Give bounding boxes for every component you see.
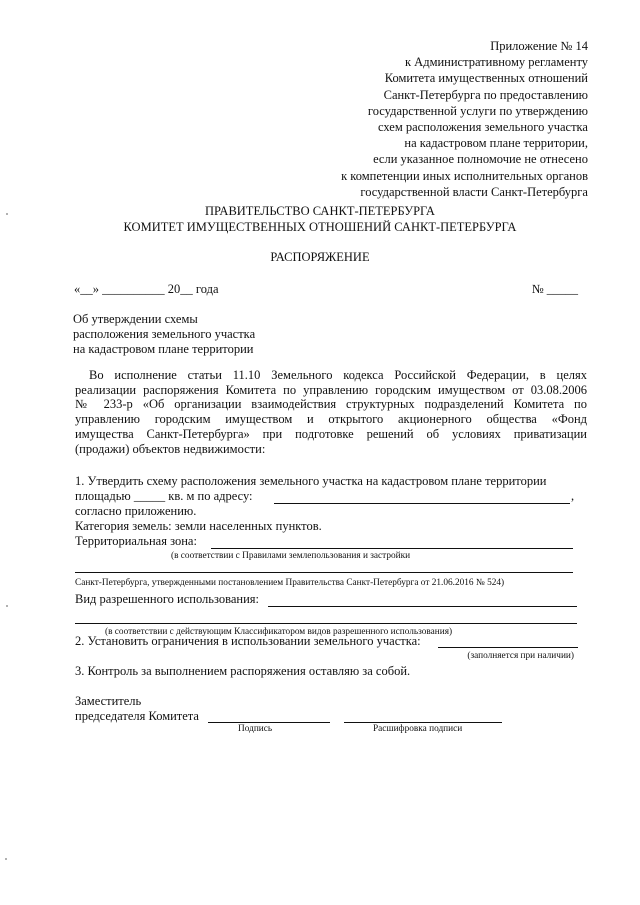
annex-line: если указанное полномочие не отнесено bbox=[373, 152, 588, 167]
annex-block bbox=[341, 38, 588, 200]
signature-blank bbox=[208, 722, 330, 723]
item2-text: 2. Установить ограничения в использовании земельного участка: bbox=[75, 634, 421, 648]
annex-line: Комитета имущественных отношений bbox=[384, 71, 588, 86]
zone-blank-2 bbox=[75, 572, 573, 573]
use-note: (в соответствии с действующим Классификатором видов разрешенного использования) bbox=[105, 627, 453, 637]
signature-label: Подпись bbox=[238, 724, 273, 734]
decode-label: Расшифровка подписи bbox=[373, 724, 463, 734]
preamble-line: Во исполнение статьи 11.10 Земельного кодекса Российской Федерации, в целях bbox=[89, 368, 587, 382]
zone-note: (в соответствии с Правилами землепользования и застройки bbox=[171, 551, 411, 561]
land-category: Категория земель: земли населенных пунктов. bbox=[75, 519, 322, 533]
use-blank bbox=[268, 606, 577, 607]
preamble-paragraph bbox=[75, 368, 587, 456]
zone-blank bbox=[211, 548, 573, 549]
item2-note: (заполняется при наличии) bbox=[467, 651, 574, 661]
government-heading: ПРАВИТЕЛЬСТВО САНКТ-ПЕТЕРБУРГА bbox=[205, 204, 435, 218]
preamble-line: имущества Санкт-Петербурга» при подготовке решений об условиях приватизации bbox=[75, 426, 587, 441]
signatory-title: председателя Комитета bbox=[75, 709, 199, 723]
annex-line: схем расположения земельного участка bbox=[377, 120, 588, 135]
item3-text: 3. Контроль за выполнением распоряжения оставляю за собой. bbox=[75, 664, 411, 678]
subject-line: Об утверждении схемы bbox=[73, 312, 198, 326]
annex-line: государственной власти Санкт-Петербурга bbox=[360, 184, 588, 199]
number-field: № _____ bbox=[531, 282, 578, 296]
restrictions-blank bbox=[438, 647, 578, 648]
annex-line: к Административному регламенту bbox=[404, 55, 588, 70]
zone-label: Территориальная зона: bbox=[75, 534, 197, 548]
preamble-line: № 233-р «Об организации взаимодействия структурных подразделений Комитета по bbox=[75, 397, 587, 412]
attachment-line: согласно приложению. bbox=[75, 504, 197, 518]
subject-line: на кадастровом плане территории bbox=[73, 342, 254, 356]
document-type-heading: РАСПОРЯЖЕНИЕ bbox=[270, 250, 370, 264]
committee-heading: КОМИТЕТ ИМУЩЕСТВЕННЫХ ОТНОШЕНИЙ САНКТ-ПЕТЕРБУРГА bbox=[123, 220, 517, 234]
use-label: Вид разрешенного использования: bbox=[75, 592, 259, 606]
comma: , bbox=[571, 489, 575, 503]
item1-line: 1. Утвердить схему расположения земельного участка на кадастровом плане территории bbox=[75, 474, 547, 488]
preamble-line: управлению городским имуществом и открытого акционерного общества «Фонд bbox=[75, 412, 587, 427]
annex-line: государственной услуги по утверждению bbox=[367, 103, 588, 118]
margin-speck bbox=[6, 605, 8, 607]
preamble-line: реализации распоряжения Комитета по управлению городским имуществом от 03.08.2006 bbox=[75, 382, 587, 397]
zone-note-2: Санкт-Петербурга, утвержденными постановлением Правительства Санкт-Петербурга от 21.06.2016 № 524) bbox=[75, 578, 505, 588]
margin-speck bbox=[5, 858, 7, 860]
name-blank bbox=[344, 722, 502, 723]
preamble-line: (продажи) объектов недвижимости: bbox=[75, 441, 266, 456]
annex-line: Санкт-Петербурга по предоставлению bbox=[383, 87, 588, 102]
use-blank-2 bbox=[75, 623, 577, 624]
annex-line: к компетенции иных исполнительных органов bbox=[341, 168, 588, 183]
date-field: «__» __________ 20__ года bbox=[74, 282, 219, 296]
area-label: площадью _____ кв. м по адресу: bbox=[75, 489, 253, 503]
signatory-title: Заместитель bbox=[75, 694, 142, 708]
subject-line: расположения земельного участка bbox=[73, 327, 256, 341]
annex-line: на кадастровом плане территории, bbox=[404, 136, 588, 151]
annex-line: Приложение № 14 bbox=[490, 39, 588, 53]
address-blank bbox=[274, 503, 570, 504]
